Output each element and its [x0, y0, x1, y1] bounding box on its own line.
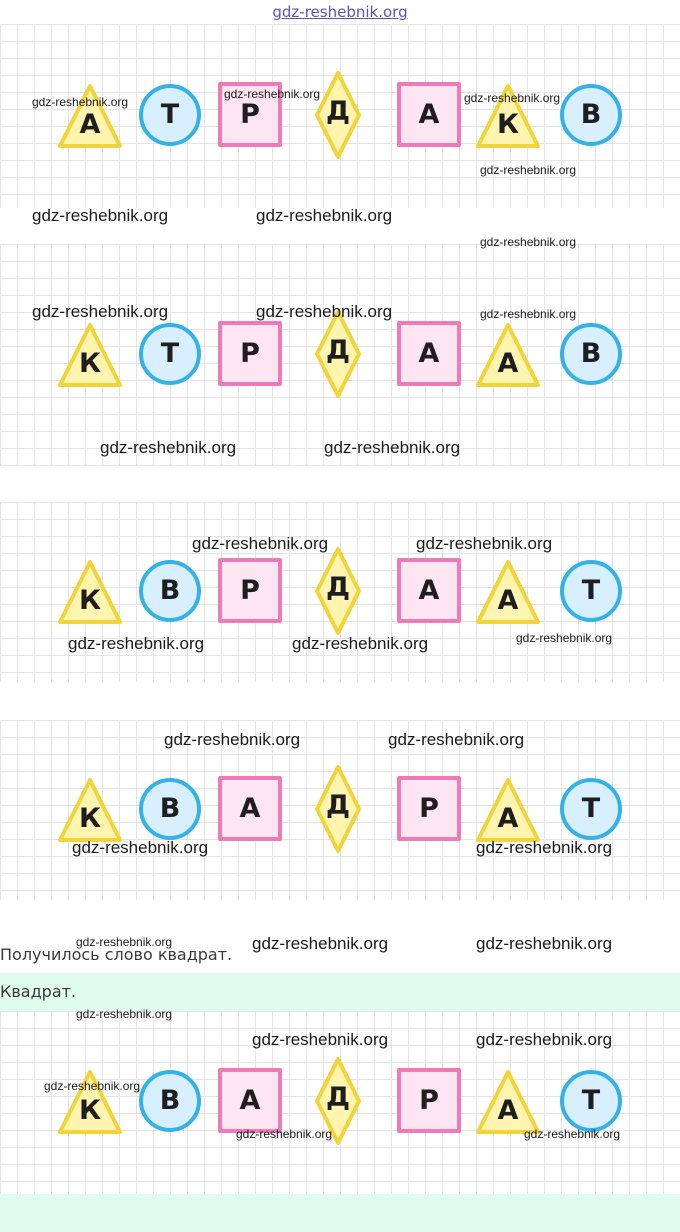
- watermark: gdz-reshebnik.org: [256, 302, 393, 321]
- shape-letter: Д: [325, 572, 351, 603]
- shape-letter: А: [239, 793, 261, 824]
- circle-shape: [558, 309, 624, 399]
- watermark: gdz-reshebnik.org: [68, 634, 205, 653]
- shape-letter: К: [78, 803, 102, 834]
- shape-letter: В: [159, 1085, 181, 1116]
- shape-letter: В: [159, 575, 181, 606]
- rhombus-shape: [305, 546, 371, 636]
- shape-letter: Д: [325, 335, 351, 366]
- watermark: gdz-reshebnik.org: [76, 935, 173, 949]
- result-caption: Получилось слово квадрат.: [0, 945, 233, 964]
- shape-row-2: [0, 309, 680, 399]
- shape-letter: А: [497, 1095, 519, 1126]
- watermark: gdz-reshebnik.org: [76, 1007, 173, 1021]
- shape-letter: К: [78, 1095, 102, 1126]
- triangle-shape: [57, 70, 123, 160]
- shape-letter: Т: [581, 1085, 601, 1116]
- circle-shape: [137, 1056, 203, 1146]
- watermark: gdz-reshebnik.org: [32, 206, 169, 225]
- watermark: gdz-reshebnik.org: [476, 838, 613, 857]
- watermark: gdz-reshebnik.org: [32, 95, 129, 109]
- watermark: gdz-reshebnik.org: [476, 1030, 613, 1049]
- rhombus-shape: [305, 70, 371, 160]
- circle-shape: [558, 546, 624, 636]
- shape-letter: Т: [160, 338, 180, 369]
- watermark: gdz-reshebnik.org: [416, 534, 553, 553]
- shape-letter: Р: [240, 338, 260, 369]
- shape-letter: Д: [325, 1082, 351, 1113]
- bottom-band: [0, 1194, 680, 1232]
- site-header-link[interactable]: gdz-reshebnik.org: [272, 3, 408, 21]
- watermark: gdz-reshebnik.org: [464, 91, 561, 105]
- shape-letter: А: [497, 803, 519, 834]
- triangle-shape: [475, 309, 541, 399]
- watermark: gdz-reshebnik.org: [192, 534, 329, 553]
- triangle-shape: [475, 546, 541, 636]
- square-shape: [396, 764, 462, 854]
- circle-shape: [558, 70, 624, 160]
- watermark: gdz-reshebnik.org: [44, 1079, 141, 1093]
- watermark: gdz-reshebnik.org: [100, 438, 237, 457]
- watermark: gdz-reshebnik.org: [32, 302, 169, 321]
- watermark: gdz-reshebnik.org: [524, 1127, 621, 1141]
- square-shape: [396, 1056, 462, 1146]
- watermark: gdz-reshebnik.org: [224, 87, 321, 101]
- triangle-shape: [57, 1056, 123, 1146]
- shape-letter: Р: [240, 575, 260, 606]
- shape-letter: А: [418, 338, 440, 369]
- watermark: gdz-reshebnik.org: [388, 730, 525, 749]
- shape-letter: А: [497, 585, 519, 616]
- triangle-shape: [57, 546, 123, 636]
- watermark: gdz-reshebnik.org: [480, 235, 577, 249]
- shape-letter: Д: [325, 96, 351, 127]
- square-shape: [396, 309, 462, 399]
- shape-letter: А: [418, 575, 440, 606]
- watermark: gdz-reshebnik.org: [236, 1127, 333, 1141]
- square-shape: [396, 70, 462, 160]
- shape-row-1: [0, 70, 680, 160]
- shape-letter: Р: [240, 99, 260, 130]
- watermark: gdz-reshebnik.org: [252, 1030, 389, 1049]
- shape-letter: А: [418, 99, 440, 130]
- watermark: gdz-reshebnik.org: [164, 730, 301, 749]
- rhombus-shape: [305, 764, 371, 854]
- shape-letter: В: [159, 793, 181, 824]
- shape-letter: Р: [419, 1085, 439, 1116]
- square-shape: [217, 70, 283, 160]
- shape-letter: Т: [581, 575, 601, 606]
- shape-letter: Т: [581, 793, 601, 824]
- answer-text: Квадрат.: [0, 982, 77, 1001]
- shape-letter: А: [497, 348, 519, 379]
- watermark: gdz-reshebnik.org: [480, 163, 577, 177]
- shape-letter: Т: [160, 99, 180, 130]
- watermark: gdz-reshebnik.org: [324, 438, 461, 457]
- watermark: gdz-reshebnik.org: [480, 307, 577, 321]
- rhombus-shape: [305, 309, 371, 399]
- triangle-shape: [57, 309, 123, 399]
- watermark: gdz-reshebnik.org: [516, 631, 613, 645]
- shape-letter: К: [496, 109, 520, 140]
- watermark: gdz-reshebnik.org: [292, 634, 429, 653]
- shape-letter: Д: [325, 790, 351, 821]
- watermark: gdz-reshebnik.org: [252, 934, 389, 953]
- watermark: gdz-reshebnik.org: [256, 206, 393, 225]
- shape-row-3: [0, 546, 680, 636]
- circle-shape: [137, 70, 203, 160]
- shape-letter: К: [78, 585, 102, 616]
- square-shape: [217, 309, 283, 399]
- shape-letter: К: [78, 348, 102, 379]
- watermark: gdz-reshebnik.org: [476, 934, 613, 953]
- square-shape: [396, 546, 462, 636]
- answer-band: [0, 973, 680, 1011]
- triangle-shape: [475, 70, 541, 160]
- shape-letter: В: [580, 99, 602, 130]
- shape-letter: В: [580, 338, 602, 369]
- circle-shape: [137, 309, 203, 399]
- square-shape: [217, 764, 283, 854]
- watermark: gdz-reshebnik.org: [72, 838, 209, 857]
- shape-letter: Р: [419, 793, 439, 824]
- square-shape: [217, 546, 283, 636]
- circle-shape: [137, 546, 203, 636]
- shape-letter: А: [239, 1085, 261, 1116]
- shape-letter: А: [79, 109, 101, 140]
